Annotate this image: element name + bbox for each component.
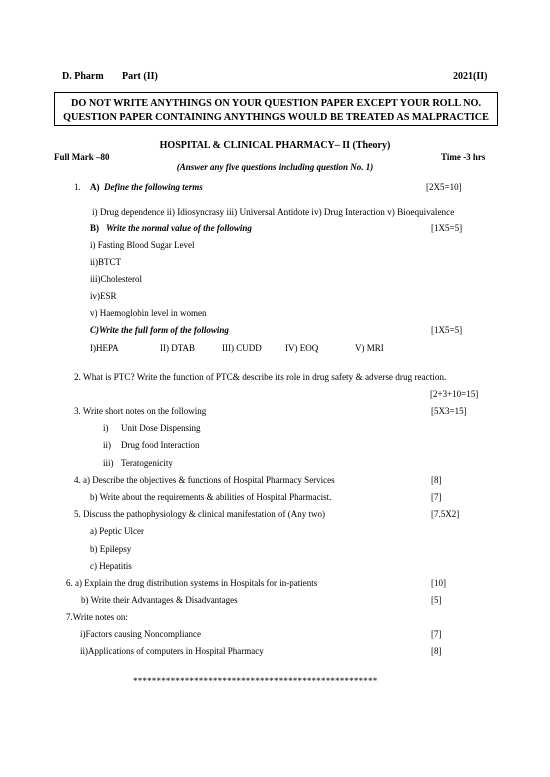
q5-text: 5. Discuss the pathophysiology & clinical manifestation of (Any two) <box>74 509 325 519</box>
course-name: D. Pharm <box>62 71 104 82</box>
exam-title: HOSPITAL & CLINICAL PHARMACY– II (Theory) <box>159 140 391 151</box>
q3-item-num: iii) <box>103 458 114 468</box>
q1b-label: B) <box>90 223 99 233</box>
q1a-marks: [2X5=10] <box>426 182 462 192</box>
exam-time: Time -3 hrs <box>441 152 486 162</box>
full-mark: Full Mark –80 <box>54 152 110 162</box>
q4b-text: b) Write about the requirements & abilities of Hospital Pharmacist. <box>90 492 332 502</box>
q7i-text: i)Factors causing Noncompliance <box>80 629 201 639</box>
q1b-item: iv)ESR <box>90 291 117 301</box>
q1b-title: Write the normal value of the following <box>106 223 252 233</box>
q4b-marks: [7] <box>431 492 442 502</box>
q5-marks: [7.5X2] <box>431 509 460 519</box>
q2-marks: [2+3+10=15] <box>430 389 479 399</box>
q1c-item: V) MRI <box>355 343 384 353</box>
q1a-items: i) Drug dependence ii) Idiosyncrasy iii) Universal Antidote iv) Drug Interaction v) Bioequivalence <box>92 207 455 217</box>
q6a-text: 6. a) Explain the drug distribution systems in Hospitals for in-patients <box>66 578 318 588</box>
q1a-label: A) <box>90 182 100 192</box>
q6b-marks: [5] <box>431 595 442 605</box>
q1b-item: iii)Cholesterol <box>90 274 142 284</box>
q3-text: 3. Write short notes on the following <box>74 406 207 416</box>
q1c-item: II) DTAB <box>160 343 196 353</box>
q1b-item: i) Fasting Blood Sugar Level <box>90 240 195 250</box>
q5-item: b) Epilepsy <box>90 544 132 554</box>
q7ii-marks: [8] <box>431 646 442 656</box>
q4a-text: 4. a) Describe the objectives & functions of Hospital Pharmacy Services <box>74 475 335 485</box>
q3-item-num: ii) <box>103 440 111 450</box>
q2-text: 2. What is PTC? Write the function of PTC& describe its role in drug safety & adverse drug reaction. <box>74 372 447 382</box>
q7-text: 7.Write notes on: <box>66 612 128 622</box>
q1c-item: IV) EOQ <box>285 343 319 353</box>
q1a-title: Define the following terms <box>104 182 203 192</box>
notice-line-2: QUESTION PAPER CONTAINING ANYTHINGS WOULD BE TREATED AS MALPRACTICE <box>63 112 489 123</box>
q1b-item: ii)BTCT <box>90 257 121 267</box>
q6b-text: b) Write their Advantages & Disadvantages <box>81 595 238 605</box>
q1b-item: v) Haemoglobin level in women <box>90 308 207 318</box>
q1c-marks: [1X5=5] <box>431 325 463 335</box>
q3-item-text: Teratogenicity <box>121 458 173 468</box>
q1c-title: C)Write the full form of the following <box>90 325 229 335</box>
q3-item-text: Drug food Interaction <box>121 440 200 450</box>
q3-item-num: i) <box>103 423 109 433</box>
notice-line-1: DO NOT WRITE ANYTHINGS ON YOUR QUESTION PAPER EXCEPT YOUR ROLL NO. <box>70 98 481 109</box>
q7i-marks: [7] <box>431 629 442 639</box>
q1b-marks: [1X5=5] <box>431 223 463 233</box>
notice-box <box>54 92 498 126</box>
q7ii-text: ii)Applications of computers in Hospital Pharmacy <box>80 646 264 656</box>
q5-item: c) Hepatitis <box>90 561 132 571</box>
q1c-item: III) CUDD <box>222 343 262 353</box>
q4a-marks: [8] <box>431 475 442 485</box>
course-part: Part (II) <box>122 71 158 82</box>
q3-item-text: Unit Dose Dispensing <box>121 423 201 433</box>
q5-item: a) Peptic Ulcer <box>90 526 144 536</box>
q3-marks: [5X3=15] <box>431 406 467 416</box>
q6a-marks: [10] <box>431 578 446 588</box>
exam-year: 2021(II) <box>453 71 488 82</box>
q1c-item: I)HEPA <box>90 343 119 353</box>
exam-instruction: (Answer any five questions including question No. 1) <box>176 162 374 172</box>
q1-number: 1. <box>74 182 81 192</box>
end-of-paper-stars: **************************************************** <box>133 676 378 686</box>
